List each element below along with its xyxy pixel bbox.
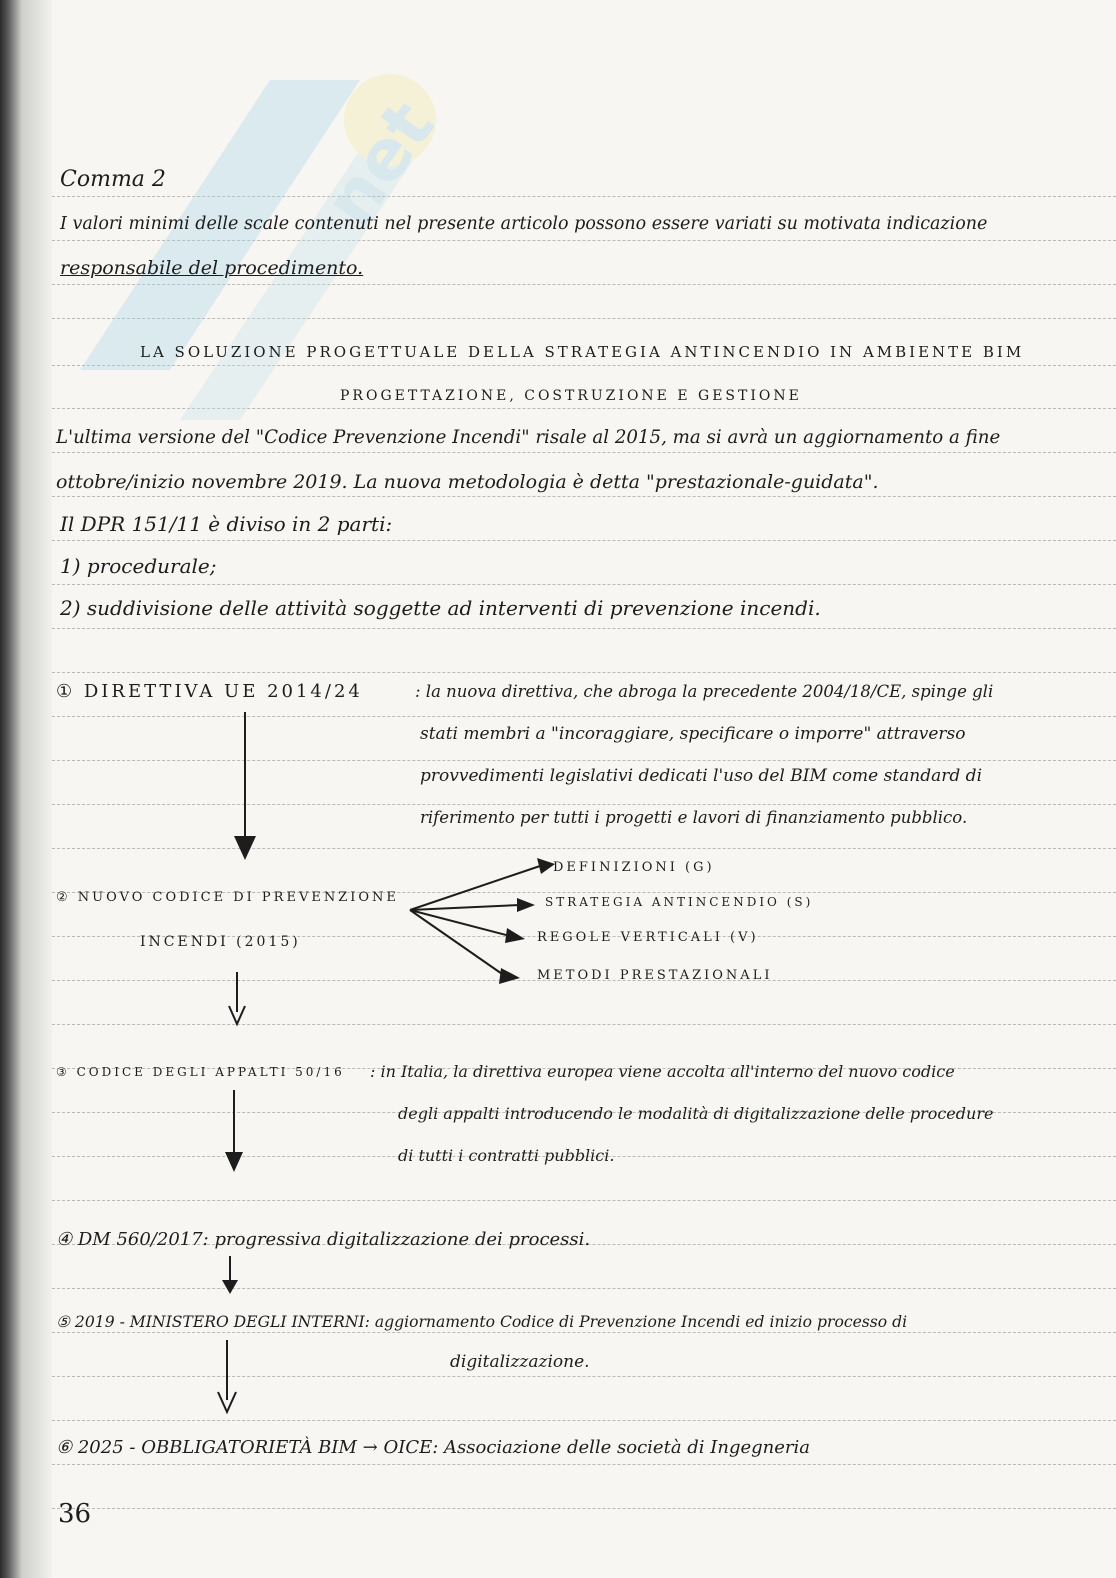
ruled-line	[52, 1288, 1116, 1289]
down-arrow-icon	[230, 712, 260, 862]
section-title-line2: PROGETTAZIONE, COSTRUZIONE E GESTIONE	[340, 388, 802, 404]
ruled-line	[52, 496, 1116, 497]
down-arrow-icon	[215, 1340, 239, 1416]
page-number: 36	[58, 1499, 92, 1529]
ruled-line	[52, 672, 1116, 673]
step5-line2: digitalizzazione.	[450, 1352, 590, 1372]
ruled-line	[52, 804, 1116, 805]
section-title-line1: LA SOLUZIONE PROGETTUALE DELLA STRATEGIA ANTINCENDIO IN AMBIENTE BIM	[140, 343, 1025, 361]
branch-regole: REGOLE VERTICALI (V)	[537, 930, 759, 945]
watermark-text: net	[308, 86, 451, 241]
step4-text: ④ DM 560/2017: progressiva digitalizzazione dei processi.	[56, 1229, 591, 1250]
dpr-item2: 2) suddivisione delle attività soggette ad interventi di prevenzione incendi.	[60, 596, 821, 620]
ruled-line	[52, 1024, 1116, 1025]
step3-text-l2: degli appalti introducendo le modalità di digitalizzazione delle procedure	[398, 1104, 994, 1123]
ruled-line	[52, 716, 1116, 717]
intro-line2: ottobre/inizio novembre 2019. La nuova metodologia è detta "prestazionale-guidata".	[56, 471, 879, 493]
page-binding	[0, 0, 52, 1578]
ruled-line	[52, 1508, 1116, 1509]
step6-text: ⑥ 2025 - OBBLIGATORIETÀ BIM → OICE: Associazione delle società di Ingegneria	[56, 1437, 811, 1458]
down-arrow-icon	[222, 1090, 246, 1174]
ruled-line	[52, 760, 1116, 761]
heading-comma: Comma 2	[60, 167, 166, 192]
ruled-line	[52, 540, 1116, 541]
dpr-line: Il DPR 151/11 è diviso in 2 parti:	[60, 512, 393, 536]
step1-text-l2: stati membri a "incoraggiare, specificare o imporre" attraverso	[420, 724, 966, 744]
down-arrow-icon	[225, 972, 249, 1028]
ruled-line	[52, 584, 1116, 585]
ruled-line	[52, 1376, 1116, 1377]
branch-strategia: STRATEGIA ANTINCENDIO (S)	[545, 895, 814, 909]
down-arrow-icon	[218, 1256, 242, 1296]
step2-title-l1: ② NUOVO CODICE DI PREVENZIONE	[56, 890, 399, 905]
branch-definizioni: DEFINIZIONI (G)	[553, 860, 715, 875]
para1-line2: responsabile del procedimento.	[60, 257, 364, 279]
step1-text-l4: riferimento per tutti i progetti e lavori di finanziamento pubblico.	[420, 808, 968, 827]
step3-text-l3: di tutti i contratti pubblici.	[398, 1146, 615, 1165]
ruled-line	[52, 1420, 1116, 1421]
step1-title: ① DIRETTIVA UE 2014/24	[56, 681, 363, 702]
dpr-item1: 1) procedurale;	[60, 554, 217, 578]
step1-text-l3: provvedimenti legislativi dedicati l'uso del BIM come standard di	[420, 766, 983, 786]
step1-text-l1: : la nuova direttiva, che abroga la precedente 2004/18/CE, spinge gli	[415, 682, 994, 701]
step3-title: ③ CODICE DEGLI APPALTI 50/16	[56, 1065, 345, 1079]
step2-title-l2: INCENDI (2015)	[140, 934, 301, 950]
branch-metodi: METODI PRESTAZIONALI	[537, 968, 773, 983]
step3-text-l1: : in Italia, la direttiva europea viene accolta all'interno del nuovo codice	[370, 1062, 955, 1081]
ruled-line	[52, 1200, 1116, 1201]
ruled-line	[52, 848, 1116, 849]
intro-line1: L'ultima versione del "Codice Prevenzione Incendi" risale al 2015, ma si avrà un aggiornamento a fine	[56, 427, 1001, 448]
ruled-line	[52, 628, 1116, 629]
step5-line1: ⑤ 2019 - MINISTERO DEGLI INTERNI: aggiornamento Codice di Prevenzione Incendi ed inizio processo di	[56, 1313, 908, 1331]
para1-line1: I valori minimi delle scale contenuti nel presente articolo possono essere variati su motivata indicazione	[60, 214, 988, 234]
ruled-line	[52, 1464, 1116, 1465]
